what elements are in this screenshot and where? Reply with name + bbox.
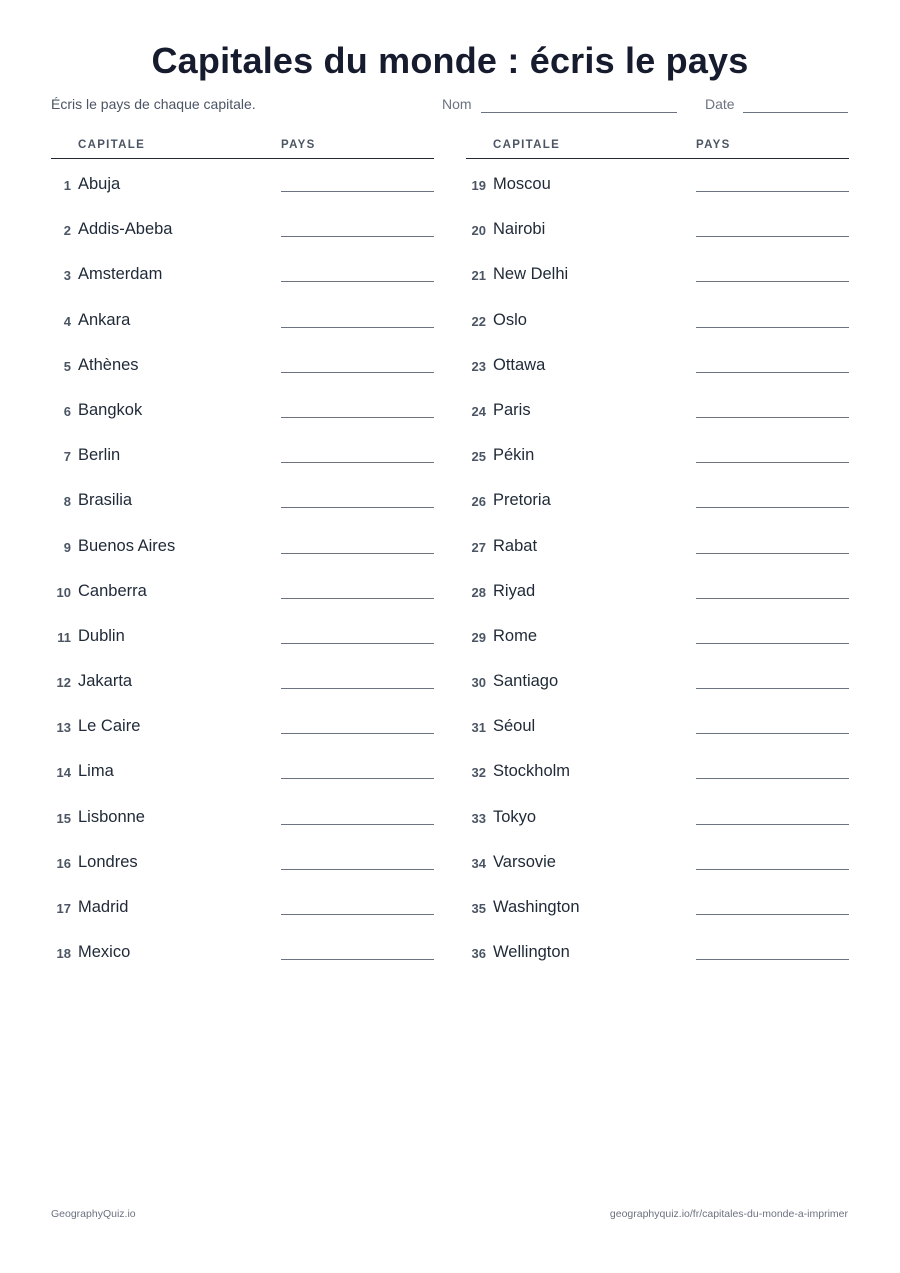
answer-line[interactable] (281, 778, 434, 779)
answer-line[interactable] (696, 598, 849, 599)
question-row (51, 746, 434, 791)
capital-name: Dublin (78, 626, 125, 645)
question-row (51, 385, 434, 430)
question-row (466, 340, 849, 385)
capital-name: Brasilia (78, 491, 133, 510)
nom-field[interactable] (481, 112, 677, 113)
column-header (466, 138, 849, 159)
question-row (51, 611, 434, 656)
date-label: Date (705, 96, 735, 112)
capital-name: Santiago (493, 672, 559, 691)
answer-line[interactable] (696, 372, 849, 373)
capital-name: Lima (78, 762, 114, 781)
capital-name: Ankara (78, 310, 131, 329)
capital-name: Mexico (78, 943, 131, 962)
question-number: 5 (63, 358, 71, 374)
capital-name: Stockholm (493, 762, 571, 781)
question-number: 27 (471, 539, 486, 555)
question-row (466, 792, 849, 837)
question-number: 34 (471, 855, 486, 871)
answer-line[interactable] (696, 824, 849, 825)
question-number: 28 (471, 584, 486, 600)
right-column (466, 138, 849, 972)
capital-name: Tokyo (493, 807, 537, 826)
question-number: 3 (63, 268, 71, 284)
left-rows (51, 159, 434, 972)
capital-name: Pretoria (493, 491, 551, 510)
answer-line[interactable] (696, 507, 849, 508)
answer-line[interactable] (281, 462, 434, 463)
answer-line[interactable] (696, 462, 849, 463)
answer-line[interactable] (281, 643, 434, 644)
capital-name: Wellington (493, 943, 570, 962)
question-number: 36 (471, 946, 486, 962)
question-number: 7 (63, 449, 71, 465)
question-number: 19 (471, 178, 486, 193)
date-field[interactable] (743, 112, 848, 113)
question-number: 1 (63, 178, 71, 193)
header-pays: PAYS (696, 139, 731, 151)
question-row (51, 521, 434, 566)
question-row (466, 656, 849, 701)
nom-label: Nom (442, 96, 472, 112)
capital-name: Rabat (493, 536, 538, 555)
question-number: 2 (63, 223, 71, 239)
question-row (466, 249, 849, 294)
capital-name: Riyad (493, 581, 536, 600)
question-number: 29 (471, 629, 486, 645)
answer-line[interactable] (696, 869, 849, 870)
question-row (466, 385, 849, 430)
question-number: 6 (63, 403, 71, 419)
capital-name: Amsterdam (78, 265, 163, 284)
question-row (51, 927, 434, 972)
question-row (51, 792, 434, 837)
question-number: 14 (56, 765, 71, 781)
answer-line[interactable] (281, 598, 434, 599)
question-row (466, 204, 849, 249)
question-number: 23 (471, 358, 486, 374)
question-number: 35 (471, 901, 486, 916)
capital-name: Nairobi (493, 220, 546, 239)
question-row (51, 701, 434, 746)
answer-line[interactable] (696, 643, 849, 644)
answer-line[interactable] (696, 553, 849, 554)
capital-name: Jakarta (78, 672, 133, 691)
question-row (51, 295, 434, 340)
answer-line[interactable] (281, 824, 434, 825)
capital-name: Séoul (493, 717, 536, 736)
capital-name: Addis-Abeba (78, 220, 173, 239)
header-capitale: CAPITALE (78, 139, 146, 151)
answer-line[interactable] (281, 553, 434, 554)
capital-name: Ottawa (493, 355, 546, 374)
question-row (466, 430, 849, 475)
capital-name: Varsovie (493, 852, 556, 871)
footer-brand: GeographyQuiz.io (51, 1208, 136, 1220)
page-title: Capitales du monde : écris le pays (151, 40, 749, 81)
answer-line[interactable] (281, 327, 434, 328)
question-number: 21 (471, 268, 486, 284)
question-row (466, 837, 849, 882)
question-number: 30 (471, 675, 486, 691)
right-rows (466, 159, 849, 972)
answer-line[interactable] (281, 869, 434, 870)
capital-name: Madrid (78, 898, 129, 916)
question-row (51, 340, 434, 385)
answer-line[interactable] (696, 417, 849, 418)
capital-name: Moscou (493, 175, 551, 193)
question-number: 17 (56, 901, 71, 916)
question-row (466, 475, 849, 520)
capital-name: Lisbonne (78, 807, 145, 826)
question-row (466, 295, 849, 340)
footer-url: geographyquiz.io/fr/capitales-du-monde-a-imprimer (609, 1208, 848, 1220)
answer-line[interactable] (696, 191, 849, 192)
capital-name: Rome (493, 626, 538, 645)
question-number: 22 (471, 313, 486, 329)
capital-name: New Delhi (493, 265, 569, 284)
answer-line[interactable] (696, 236, 849, 237)
answer-line[interactable] (696, 688, 849, 689)
question-row (466, 566, 849, 611)
answer-line[interactable] (281, 914, 434, 915)
header-capitale: CAPITALE (493, 139, 561, 151)
capital-name: Buenos Aires (78, 536, 176, 555)
capital-name: Abuja (78, 175, 121, 193)
answer-line[interactable] (281, 417, 434, 418)
question-number: 31 (471, 720, 486, 736)
question-row (466, 882, 849, 927)
question-number: 26 (471, 494, 486, 510)
answer-line[interactable] (696, 281, 849, 282)
answer-line[interactable] (696, 327, 849, 328)
capital-name: Berlin (78, 446, 121, 465)
question-row (51, 475, 434, 520)
answer-line[interactable] (696, 959, 849, 960)
question-row (466, 927, 849, 972)
column-header (51, 138, 434, 159)
capital-name: Athènes (78, 355, 139, 374)
header-pays: PAYS (281, 139, 316, 151)
question-number: 15 (56, 810, 71, 826)
question-number: 8 (63, 494, 71, 510)
question-number: 33 (471, 810, 486, 826)
question-number: 20 (471, 223, 486, 239)
answer-line[interactable] (696, 778, 849, 779)
question-row (51, 204, 434, 249)
question-number: 12 (56, 675, 71, 691)
answer-line[interactable] (281, 372, 434, 373)
question-row (51, 159, 434, 204)
capital-name: Le Caire (78, 717, 141, 736)
answer-line[interactable] (281, 191, 434, 192)
question-row (51, 656, 434, 701)
answer-line[interactable] (281, 236, 434, 237)
question-number: 4 (63, 313, 71, 329)
capital-name: Pékin (493, 446, 535, 465)
question-number: 10 (56, 584, 71, 600)
question-row (51, 249, 434, 294)
question-number: 13 (56, 720, 71, 736)
question-row (51, 882, 434, 927)
question-row (466, 701, 849, 746)
question-number: 16 (56, 855, 71, 871)
capital-name: Bangkok (78, 400, 143, 419)
question-number: 25 (471, 449, 486, 465)
question-row (466, 611, 849, 656)
question-number: 24 (471, 403, 486, 419)
answer-line[interactable] (281, 959, 434, 960)
question-number: 18 (56, 946, 71, 962)
answer-line[interactable] (281, 733, 434, 734)
capital-name: Canberra (78, 581, 147, 600)
question-row (51, 837, 434, 882)
question-row (466, 159, 849, 204)
question-row (51, 566, 434, 611)
capital-name: Paris (493, 400, 531, 419)
question-row (466, 746, 849, 791)
capital-name: Oslo (493, 310, 527, 329)
question-row (466, 521, 849, 566)
answer-line[interactable] (281, 507, 434, 508)
question-row (51, 430, 434, 475)
question-number: 32 (471, 765, 486, 781)
capital-name: Washington (493, 898, 580, 916)
question-number: 9 (63, 539, 71, 555)
question-number: 11 (57, 629, 71, 645)
answer-line[interactable] (696, 733, 849, 734)
answer-line[interactable] (281, 688, 434, 689)
answer-line[interactable] (281, 281, 434, 282)
answer-line[interactable] (696, 914, 849, 915)
capital-name: Londres (78, 852, 138, 871)
left-column (51, 138, 434, 972)
instructions: Écris le pays de chaque capitale. (51, 96, 256, 112)
